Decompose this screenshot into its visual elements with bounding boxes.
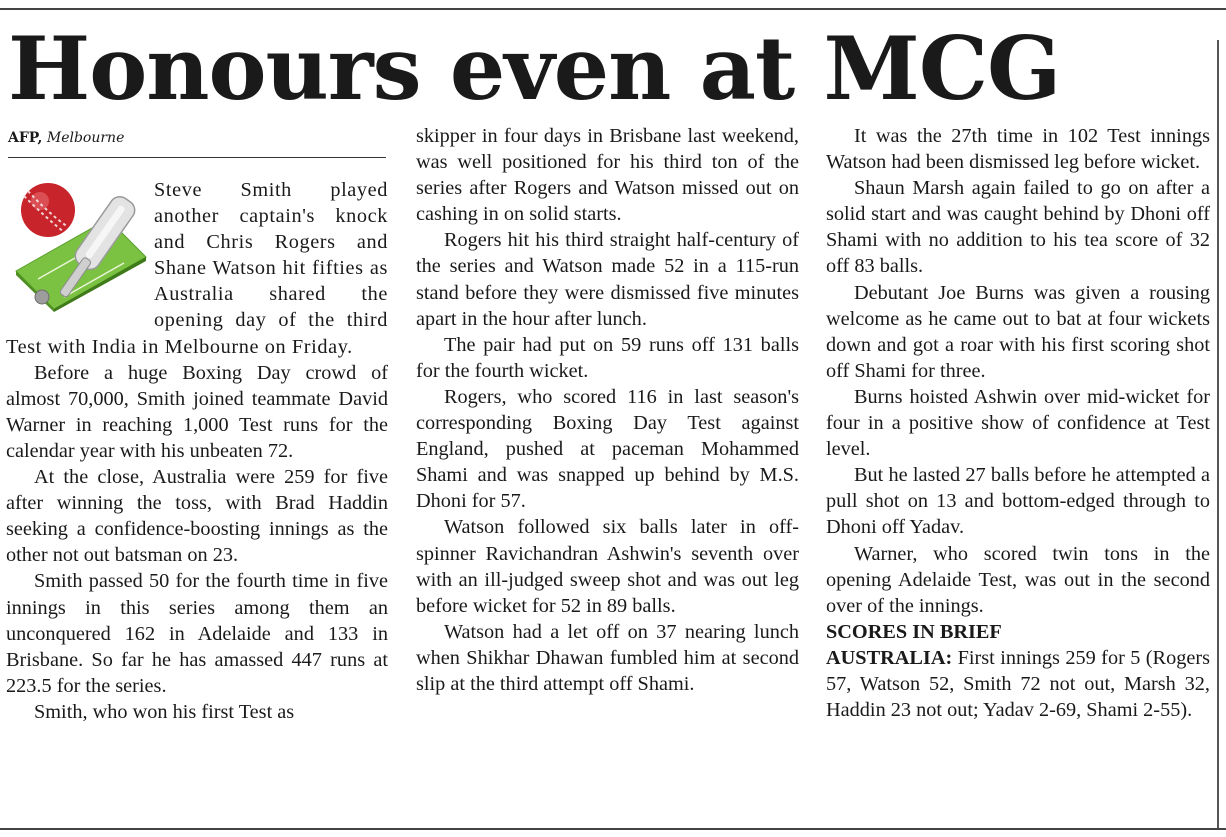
cricket-ball-and-bat-icon (8, 179, 148, 313)
article-paragraph: Smith, who won his first Test as (34, 700, 295, 723)
scores-text: First innings 259 for 5 (Rogers 57, Watson 52, Smith 72 not out, Marsh 32, Haddin 23 not out; Yadav 2-69, Shami 2-55). (826, 646, 1210, 722)
article-paragraph: Rogers hit his third straight half-century of the series and Watson made 52 in a 115-run stand before they were dismissed five minutes apart in the hour after lunch. (416, 229, 799, 330)
article-paragraph: But he lasted 27 balls before he attempted a pull shot on 13 and bottom-edged through to Dhoni off Yadav. (826, 464, 1210, 539)
scores-paragraph (826, 645, 1210, 723)
scores-heading: SCORES IN BRIEF (826, 620, 1002, 643)
bottom-rule (0, 828, 1226, 830)
article-paragraph: Rogers, who scored 116 in last season's corresponding Boxing Day Test against England, pushed at paceman Mohammed Shami and was snapped up behind by M.S. Dhoni for 57. (416, 385, 799, 513)
article-paragraph: At the close, Australia were 259 for five after winning the toss, with Brad Haddin seeking a confidence-boosting innings as the other not out batsman on 23. (6, 466, 388, 567)
right-rule (1217, 40, 1219, 828)
article-paragraph: The pair had put on 59 runs off 131 balls for the fourth wicket. (416, 333, 799, 382)
article-paragraph: It was the 27th time in 102 Test innings Watson had been dismissed leg before wicket. (826, 125, 1210, 174)
article-paragraph: Watson had a let off on 37 nearing lunch when Shikhar Dhawan fumbled him at second slip at the third attempt off Shami. (416, 620, 799, 695)
byline-rule (8, 157, 386, 158)
article-column-1 (6, 177, 388, 725)
article-paragraph: Burns hoisted Ashwin over mid-wicket for four in a positive show of confidence at Test level. (826, 385, 1210, 461)
article-paragraph: Warner, who scored twin tons in the opening Adelaide Test, was out in the second over of the innings. (826, 542, 1210, 617)
article-paragraph: Shaun Marsh again failed to go on after a solid start and was caught behind by Dhoni off Shami with no addition to his tea score of 32 off 83 balls. (826, 177, 1210, 278)
article-column-3 (826, 123, 1210, 723)
scores-team-label: AUSTRALIA: (826, 646, 953, 669)
article-paragraph: skipper in four days in Brisbane last weekend, was well positioned for his third ton of the series after Rogers and Watson missed out on cashing in on solid starts. (416, 125, 799, 226)
byline (8, 128, 124, 148)
byline-agency: AFP, (8, 130, 43, 146)
byline-place: Melbourne (46, 130, 125, 146)
headline: Honours even at MCG (8, 17, 1061, 120)
article-paragraph: Smith passed 50 for the fourth time in five innings in this series among them an unconquered 162 in Adelaide and 133 in Brisbane. So far he has amassed 447 runs at 223.5 for the series. (6, 570, 388, 697)
top-rule (0, 8, 1226, 10)
article-paragraph: Watson followed six balls later in off-spinner Ravichandran Ashwin's seventh over with an ill-judged sweep shot and was out leg before wicket for 52 in 89 balls. (416, 516, 799, 617)
article-paragraph: Before a huge Boxing Day crowd of almost 70,000, Smith joined teammate David Warner in reaching 1,000 Test runs for the calendar year with his unbeaten 72. (6, 361, 388, 462)
article-column-2 (416, 123, 799, 697)
article-paragraph: Debutant Joe Burns was given a rousing welcome as he came out to bat at four wickets down and got a roar with his first scoring shot off Shami for three. (826, 281, 1210, 382)
article-paragraph: Steve Smith played another captain's knock and Chris Rogers and Shane Watson hit fifties as Australia shared the opening day of the third Test with India in Melbourne on Friday. (6, 179, 388, 358)
